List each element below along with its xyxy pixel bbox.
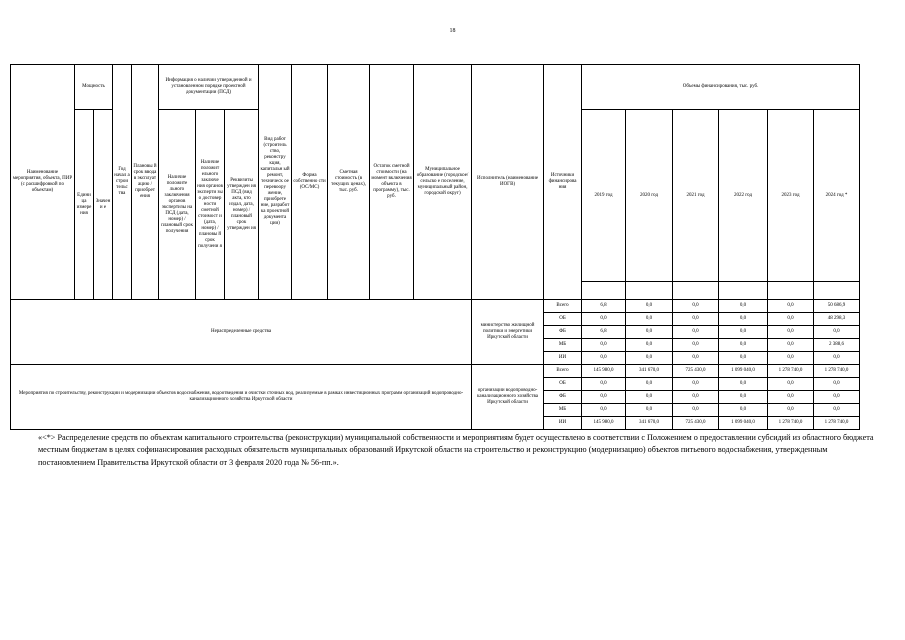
header-year: 2021 год [673, 110, 719, 282]
source-label: ИИ [544, 352, 582, 365]
table-cell: 725 430,0 [673, 365, 719, 378]
table-cell: 0,0 [582, 339, 626, 352]
table-cell: 0,0 [673, 326, 719, 339]
header-value: Значени е [94, 110, 113, 300]
table-cell: 6,8 [582, 300, 626, 313]
table-cell: 0,0 [626, 378, 673, 391]
table-cell: 145 980,0 [582, 365, 626, 378]
table-cell: 0,0 [768, 326, 814, 339]
table-cell: 6,8 [582, 326, 626, 339]
table-cell: 0,0 [768, 300, 814, 313]
table-cell: 0,0 [626, 313, 673, 326]
group-name: Мероприятия по строительству, реконструкции и модернизации объектов водоснабжения, водоотведения и очистки сточных вод, реализуемые в рамках инвестиционных программ организаций водопроводно-канализационного хозяйства Иркутской области [11, 365, 472, 430]
source-label: ФБ [544, 326, 582, 339]
table-cell: 0,0 [626, 339, 673, 352]
header-funding: Объемы финансирования, тыс. руб. [582, 65, 860, 110]
header-municipality: Муниципальное образование (городское/сельско е поселение, муниципальный район, городской округ) [414, 65, 472, 300]
table-cell: 0,0 [719, 352, 768, 365]
table-cell: 0,0 [582, 391, 626, 404]
table-cell: 0,0 [814, 391, 860, 404]
source-label: ОБ [544, 313, 582, 326]
funding-table [10, 64, 905, 430]
table-cell: 0,0 [626, 352, 673, 365]
table-cell: 0,0 [673, 404, 719, 417]
table-cell: 145 980,0 [582, 417, 626, 430]
table-cell: 0,0 [719, 378, 768, 391]
header-executor: Исполнитель (наименование ИОГВ) [472, 65, 544, 300]
table-cell: 0,0 [582, 404, 626, 417]
group-name: Нераспределенные средства [11, 300, 472, 365]
source-label: МБ [544, 339, 582, 352]
table-cell: 0,0 [814, 378, 860, 391]
table-cell: 0,0 [768, 313, 814, 326]
header-capacity: Мощность [75, 65, 113, 110]
table-cell: 0,0 [719, 339, 768, 352]
header-year-start: Год начал а строи тельс тва [113, 65, 132, 300]
header-psd-info: Информация о наличии утвержденной и установленном порядке проектной документации (ПСД) [159, 65, 259, 110]
table-cell: 2 388,6 [814, 339, 860, 352]
table-cell: 0,0 [719, 313, 768, 326]
table-cell: 0,0 [814, 352, 860, 365]
table-cell: 0,0 [768, 352, 814, 365]
source-label: ИИ [544, 417, 582, 430]
table-cell: 0,0 [673, 339, 719, 352]
table-cell: 0,0 [626, 391, 673, 404]
table-cell: 1 278 740,0 [768, 417, 814, 430]
table-cell: 0,0 [626, 404, 673, 417]
table-cell: 0,0 [673, 300, 719, 313]
header-planned-year: Плановы й срок ввода в эксплуат ацию / приобрет ения [132, 65, 159, 300]
table-cell: 0,0 [814, 404, 860, 417]
footnote: «<*> Распределение средств по объектам капитального строительства (реконструкции) муниципальной собственности и мероприятиям будет осуществлено в соответствии с Положением о предоставлении субсидий из областного бюджета местным бюджетам в целях софинансирования расходных обязательств муниципальных образований Иркутской области на строительство и реконструкцию (модернизацию) объектов питьевого водоснабжения, утвержденным постановлением Правительства Иркутской области от 3 февраля 2020 года № 56-пп.». [38, 433, 874, 467]
table-cell: 0,0 [768, 404, 814, 417]
source-label: Всего [544, 300, 582, 313]
table-cell: 0,0 [719, 404, 768, 417]
table-cell: 341 670,0 [626, 365, 673, 378]
table-cell: 0,0 [673, 352, 719, 365]
table-cell: 1 099 040,0 [719, 417, 768, 430]
table-cell: 0,0 [582, 352, 626, 365]
table-cell: 0,0 [673, 378, 719, 391]
table-cell: 50 686,9 [814, 300, 860, 313]
page-number: 18 [449, 28, 456, 34]
table-cell: 1 278 740,0 [768, 365, 814, 378]
table-cell: 48 298,3 [814, 313, 860, 326]
header-year: 2024 год * [814, 110, 860, 282]
table-cell: 0,0 [582, 378, 626, 391]
table-cell: 0,0 [719, 300, 768, 313]
source-label: ФБ [544, 391, 582, 404]
header-psd-expert: Наличие положите льного заключения органов экспертизы на ПСД (дата, номер) / плановый срок получения [159, 110, 196, 300]
table-cell: 1 099 040,0 [719, 365, 768, 378]
group-executor: организации водопроводно-канализационного хозяйства Иркутской области [472, 365, 544, 430]
table-cell: 0,0 [719, 391, 768, 404]
table-cell: 0,0 [768, 378, 814, 391]
header-psd-approval: Реквизиты утвержден ия ПСД (вид акта, кто издал, дата, номер) / плановый срок утвержден ия [225, 110, 259, 300]
table-cell: 341 670,0 [626, 417, 673, 430]
table-cell: 0,0 [768, 339, 814, 352]
table-cell: 0,0 [768, 391, 814, 404]
table-cell: 0,0 [582, 313, 626, 326]
table-cell: 1 278 740,0 [814, 417, 860, 430]
source-label: ОБ [544, 378, 582, 391]
group-executor: министерство жилищной политики и энергетики Иркутской области [472, 300, 544, 365]
table-cell: 0,0 [626, 300, 673, 313]
header-year: 2019 год [582, 110, 626, 282]
header-year: 2020 год [626, 110, 673, 282]
header-year: 2022 год [719, 110, 768, 282]
table-cell: 0,0 [626, 326, 673, 339]
header-year: 2023 год [768, 110, 814, 282]
header-ownership: Форма собственно сти (ОС/МС) [292, 65, 328, 300]
header-work-type: Вид работ (строитель ство, реконстру кция, капитальн ый ремонт, техническ ое перевоору жение, приобрете ние, разработ ка проектной документа ции) [259, 65, 292, 300]
source-label: МБ [544, 404, 582, 417]
header-name: Наименование мероприятия, объекта, ПИР (с расшифровкой по объектам) [11, 65, 75, 300]
header-psd-price: Наличие положит ельного заключе ния органов эксперти зы о достовер ности сметной стоимост и (дата, номер) / плановы й срок получени я [196, 110, 225, 300]
source-label: Всего [544, 365, 582, 378]
header-sources: Источники финансирова ния [544, 65, 582, 300]
table-cell: 0,0 [814, 326, 860, 339]
header-remaining: Остаток сметной стоимости (на момент включения объекта в программу), тыс. руб. [370, 65, 414, 300]
table-cell: 1 278 740,0 [814, 365, 860, 378]
table-cell: 0,0 [719, 326, 768, 339]
table-cell: 0,0 [673, 313, 719, 326]
table-cell: 725 430,0 [673, 417, 719, 430]
table-cell: 0,0 [673, 391, 719, 404]
header-unit: Едини ца измере ния [75, 110, 94, 300]
header-cost: Сметная стоимость (в текущих ценах), тыс. руб. [328, 65, 370, 300]
